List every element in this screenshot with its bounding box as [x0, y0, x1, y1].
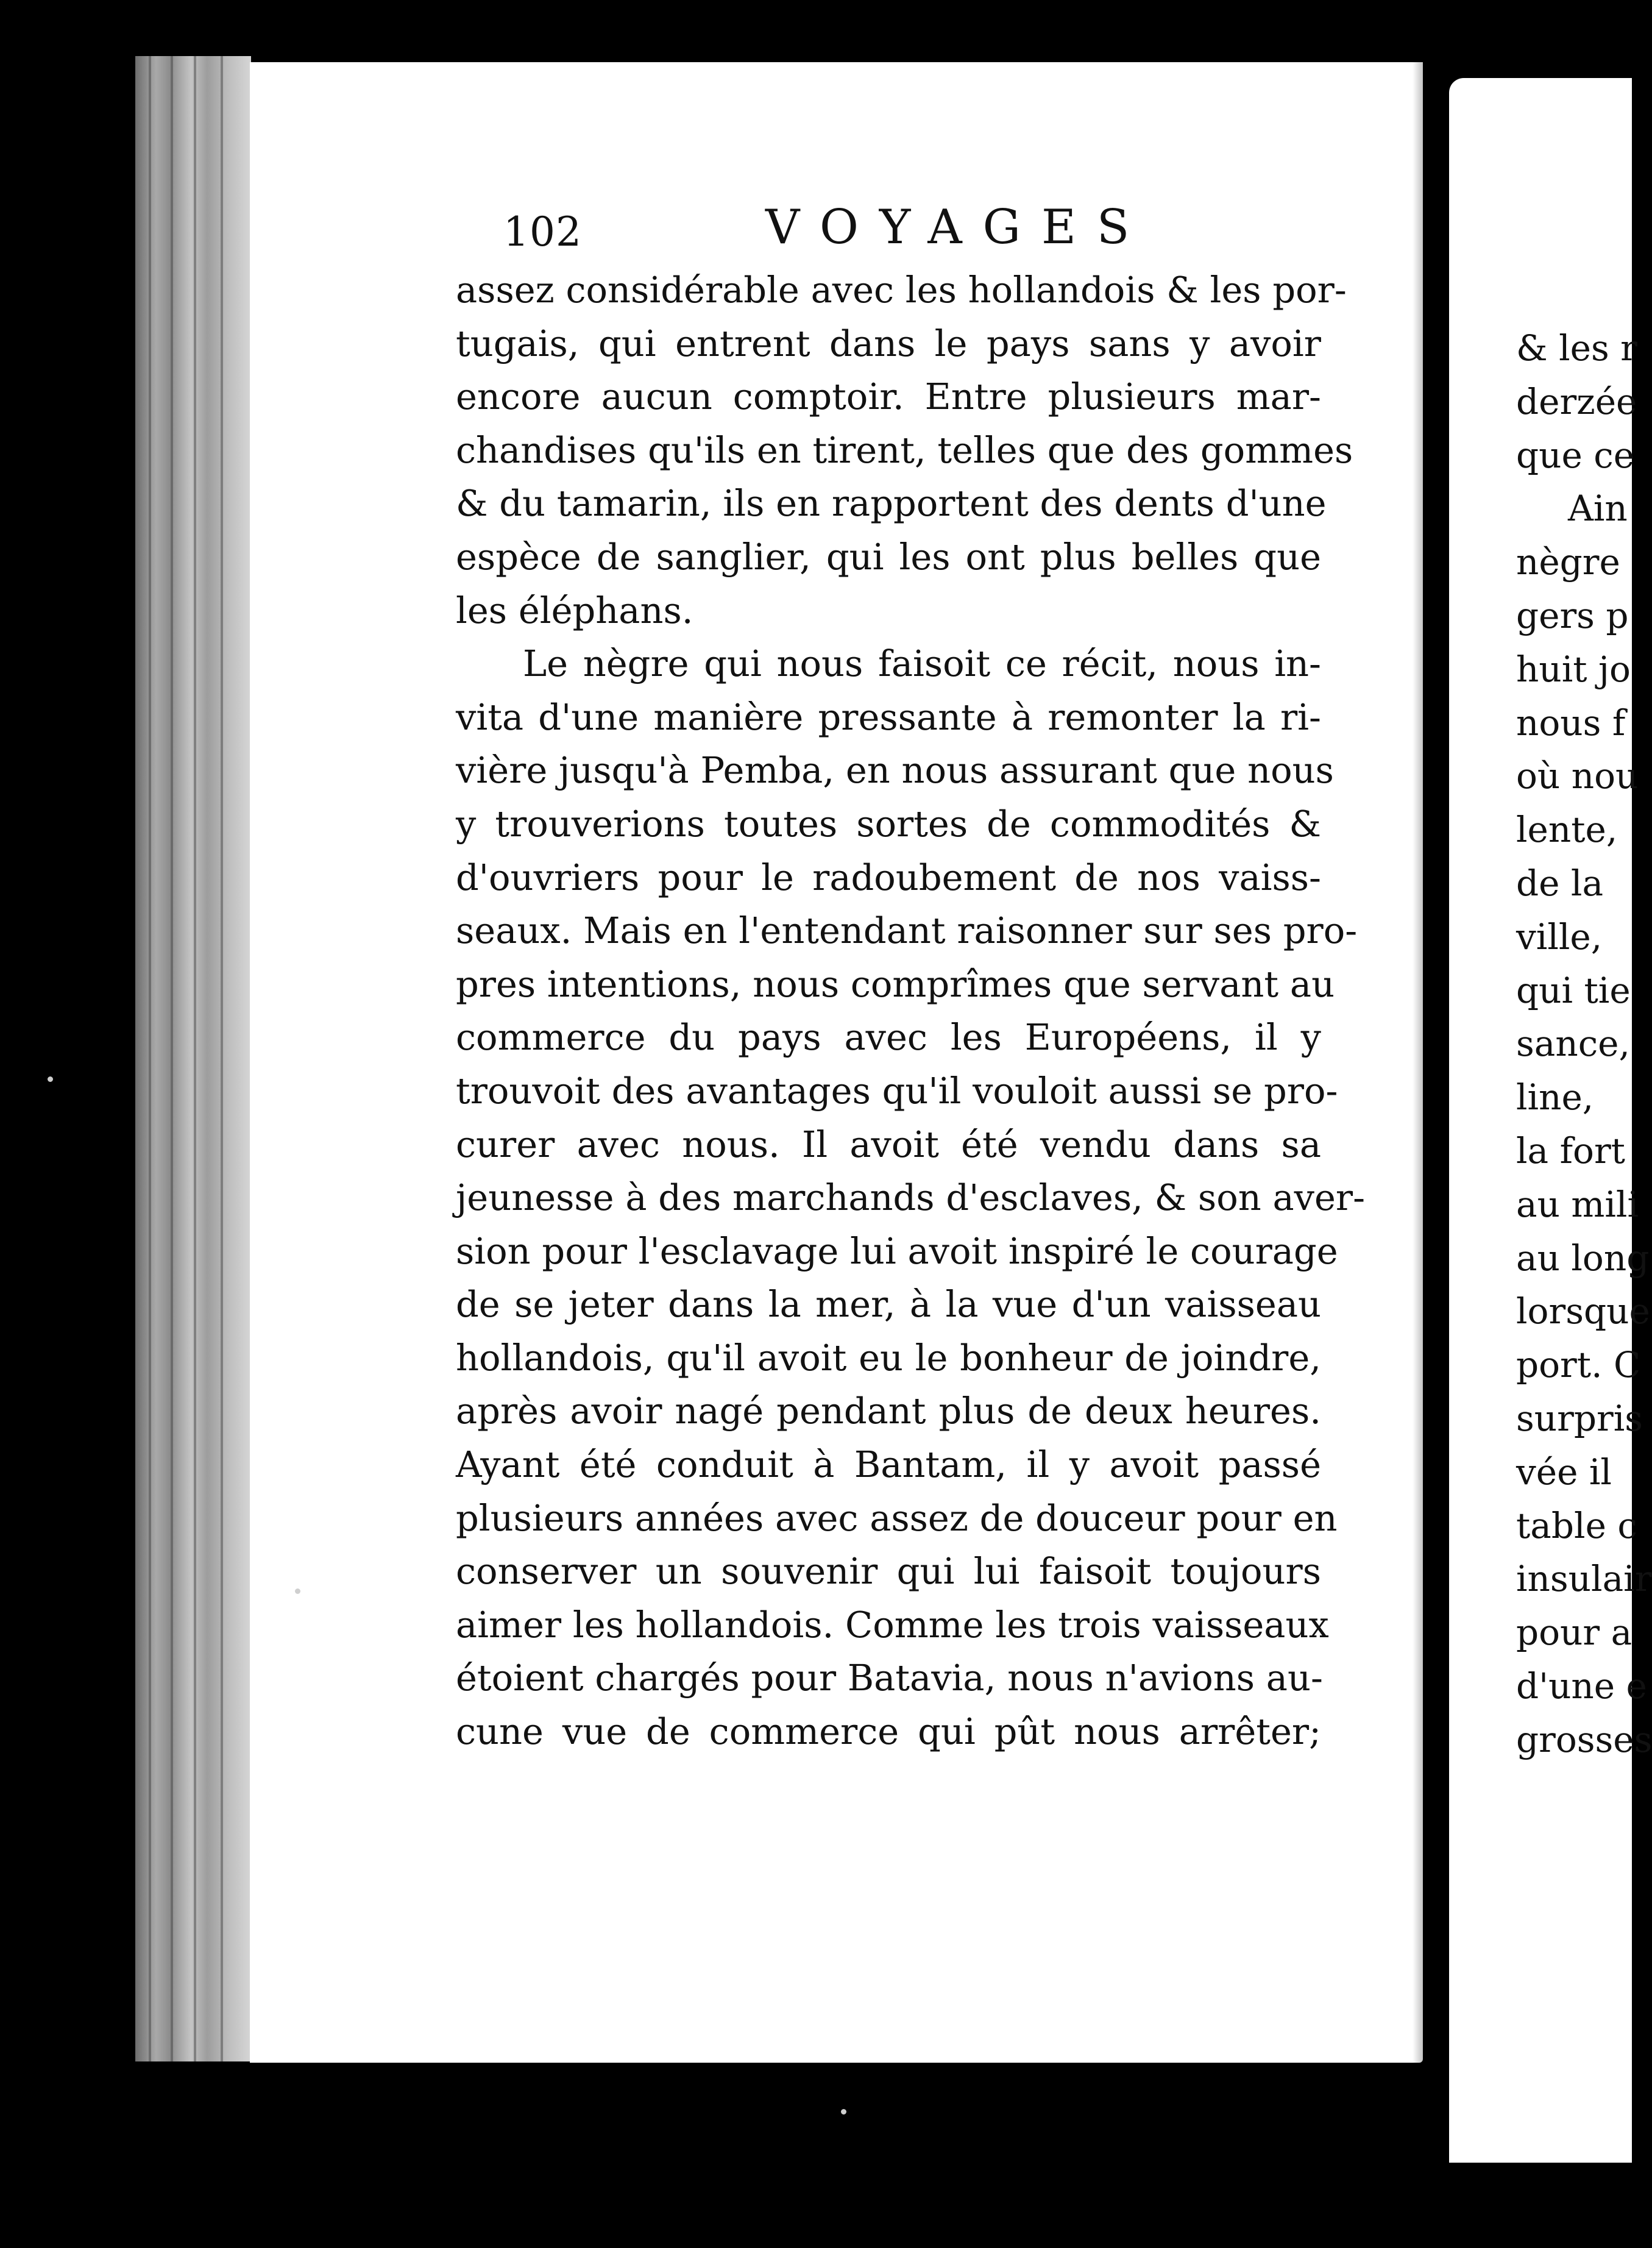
running-title: VOYAGES: [765, 200, 1150, 255]
text-line: au mili: [1516, 1183, 1639, 1225]
text-line: surpris: [1516, 1397, 1643, 1439]
text-line: espèce de sanglier, qui les ont plus belles que: [456, 535, 1321, 578]
text-line: tugais, qui entrent dans le pays sans y avoir: [456, 322, 1321, 365]
text-line: la fort: [1516, 1129, 1625, 1172]
text-line: port. C: [1516, 1344, 1641, 1386]
text-line: table c: [1516, 1504, 1637, 1546]
text-line: huit jo: [1516, 648, 1631, 690]
page-edges: [135, 56, 251, 2061]
text-line: sion pour l'esclavage lui avoit inspiré le courage: [456, 1229, 1338, 1272]
text-line: nous f: [1516, 702, 1626, 744]
text-line: seaux. Mais en l'entendant raisonner sur ses pro-: [456, 909, 1358, 952]
text-line: & les r: [1516, 327, 1637, 369]
text-line: pres intentions, nous comprîmes que servant au: [456, 962, 1335, 1005]
text-line: nègre: [1516, 541, 1620, 583]
text-line: étoient chargés pour Batavia, nous n'avions au-: [456, 1657, 1323, 1699]
edge-stripe: [194, 56, 196, 2061]
text-line: curer avec nous. Il avoit été vendu dans sa: [456, 1123, 1321, 1165]
gutter-shadow: [1413, 62, 1423, 2063]
text-line: où nou: [1516, 755, 1639, 797]
dust-speck: [295, 1588, 300, 1594]
left-page-body: [456, 263, 1366, 1759]
text-line: lente,: [1516, 809, 1618, 851]
text-line: gers p: [1516, 594, 1629, 636]
text-line: grosses: [1516, 1718, 1652, 1760]
text-line: lorsque: [1516, 1290, 1650, 1332]
text-line: & du tamarin, ils en rapportent des dents d'une: [456, 482, 1327, 525]
text-line: qui tie: [1516, 969, 1631, 1011]
text-line: conserver un souvenir qui lui faisoit toujours: [456, 1550, 1321, 1593]
paragraph-start-line: Le nègre qui nous faisoit ce récit, nous in-: [523, 642, 1321, 685]
edge-stripe: [149, 56, 151, 2061]
right-page-body: [1516, 322, 1652, 1767]
edge-stripe: [221, 56, 223, 2061]
text-line: vita d'une manière pressante à remonter la ri-: [456, 695, 1321, 738]
text-line: jeunesse à des marchands d'esclaves, & son aver-: [456, 1176, 1366, 1219]
text-line: de se jeter dans la mer, à la vue d'un vaisseau: [456, 1283, 1321, 1326]
text-line: ville,: [1516, 916, 1603, 958]
text-line: line,: [1516, 1076, 1594, 1119]
text-line: sance,: [1516, 1023, 1630, 1065]
text-line: que ce: [1516, 434, 1635, 476]
text-line: commerce du pays avec les Européens, il y: [456, 1016, 1321, 1059]
text-line: trouvoit des avantages qu'il vouloit aussi se pro-: [456, 1069, 1338, 1112]
text-line: cune vue de commerce qui pût nous arrêter;: [456, 1710, 1321, 1753]
paragraph-end-line: les éléphans.: [456, 589, 693, 631]
text-line: au long: [1516, 1237, 1650, 1279]
text-line: pour a: [1516, 1612, 1633, 1654]
text-line: derzée: [1516, 380, 1637, 422]
text-line: hollandois, qu'il avoit eu le bonheur de joindre,: [456, 1336, 1321, 1379]
text-line: Ain: [1568, 488, 1628, 530]
text-line: aimer les hollandois. Comme les trois vaisseaux: [456, 1603, 1329, 1646]
edge-stripe: [171, 56, 173, 2061]
text-line: Ayant été conduit à Bantam, il y avoit passé: [456, 1443, 1321, 1486]
dust-speck: [48, 1076, 53, 1082]
running-head: [503, 200, 1150, 267]
text-line: vée il: [1516, 1451, 1612, 1493]
text-line: assez considérable avec les hollandois & les por-: [456, 269, 1347, 311]
text-line: encore aucun comptoir. Entre plusieurs mar-: [456, 375, 1321, 418]
text-line: d'ouvriers pour le radoubement de nos vaiss-: [456, 856, 1321, 898]
text-line: insulair: [1516, 1558, 1652, 1600]
text-line: vière jusqu'à Pemba, en nous assurant que nous: [456, 749, 1334, 792]
text-line: d'une e: [1516, 1665, 1647, 1707]
text-line: après avoir nagé pendant plus de deux heures.: [456, 1390, 1321, 1432]
text-line: plusieurs années avec assez de douceur pour en: [456, 1496, 1338, 1539]
text-line: chandises qu'ils en tirent, telles que des gommes: [456, 429, 1353, 471]
text-line: y trouverions toutes sortes de commodités &: [456, 802, 1321, 845]
dust-speck: [841, 2109, 846, 2115]
text-line: de la: [1516, 862, 1604, 904]
page-number: 102: [503, 208, 582, 255]
